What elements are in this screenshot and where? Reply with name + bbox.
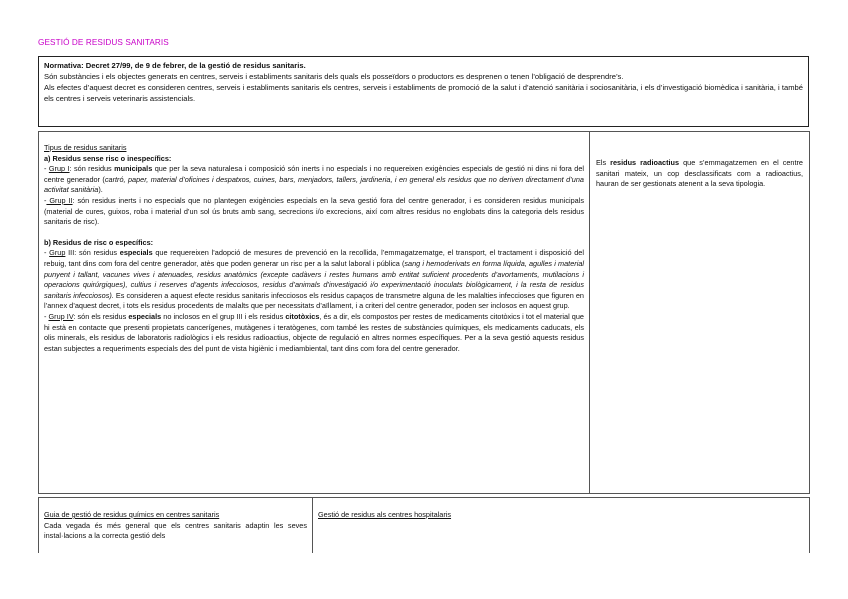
radioactius-bold: residus radioactius	[610, 158, 680, 167]
normativa-box	[38, 56, 809, 127]
normativa-definition: Són substàncies i els objectes generats en centres, serveis i establiments sanitaris dels quals els posseïdors o productors es desprenen o tenen l’obligació de desprendre’s.	[44, 72, 624, 81]
guia-text: Cada vegada és més general que els centres sanitaris adaptin les seves instal·lacions a la correcta gestió dels	[44, 520, 307, 541]
guia-heading: Guia de gestió de residus químics en centres sanitaris	[44, 510, 220, 519]
grup-4-text-3: , és a dir, els compostos per restes de medicaments citotòxics i tot el material que hi està en contacte que presenti propietats cancerígenes, mutàgenes i teratògenes, com també les restes de substàncies químiques, els medicaments caducats, els olis minerals, els residus de laboratoris radiològics i els residus radioactius, objecte de regulació en altres normes específiques. Per a la seva gestió aquests residus estan subjectes a requeriments especials des del punt de vista higiènic i mediambiental, tant dins com fora del centre generador.	[44, 311, 584, 353]
grup-4-bold-1: especials	[128, 311, 162, 321]
tipus-cell	[39, 132, 590, 493]
gestio-heading: Gestió de residus als centres hospitalaris	[318, 510, 452, 519]
grup-1-text: : són residus	[69, 164, 115, 174]
grup-3-number: III	[65, 248, 75, 258]
grup-4-label: Grup IV	[48, 311, 74, 321]
grup-3-paragraph: - Grup III: són residus especials que requereixen l’adopció de mesures de prevenció en la recollida, l’emmagatzematge, el transport, el tractament i disposició del rebuig, tant dins com fora del centre generador, atès que poden generar un risc per a la salut laboral i pública (sang i hemoderivats en forma líquida, agulles i material punyent i tallant, vacunes vives i atenuades, residus anatòmics (excepte cadàvers i restes humans amb entitat suficient procedents d’avortaments, mutilacions i operacions quirúrgiques), cultius i reserves d’agents infecciosos, residus d’animals d’investigació i/o experimentació inoculats biològicament, i la resta de residus sanitaris infecciosos). Es consideren a aquest efecte residus sanitaris infecciosos els residus capaços de transmetre alguna de les malalties infeccioses que figuren en l’annex d’aquest decret, i tots els residus procedents de malalts que per necessitats d’aïllament, i a criteri del centre generador, poden ser inclosos en aquest grup.	[44, 248, 585, 311]
grup-1-text-2: que per la seva naturalesa i composició són inerts i no especials i no requereixen exigències especials de gestió ni dins ni fora del centre generador (	[44, 164, 585, 184]
grup-1-paragraph: - Grup I: són residus municipals que per la seva naturalesa i composició són inerts i no especials i no requereixen exigències especials de gestió ni dins ni fora del centre generador (cartró, paper, material d’oficines i despatxos, cuines, bars, menjadors, tallers, jardineria, i en general els residus que no deriven directament d’una activitat sanitària).	[44, 164, 585, 195]
grup-1-text-3: ).	[98, 185, 103, 195]
gestio-cell	[313, 498, 809, 565]
radioactius-cell	[590, 132, 809, 493]
section-a-heading: a) Residus sense risc o inespecífics:	[44, 153, 172, 163]
tipus-table	[38, 131, 810, 494]
grup-2-text: : són residus inerts i no especials que no plantegen exigències especials en la seva gestió fora del centre generador, i es consideren residus municipals (material de cures, guixos, roba i material d’un sol ús bruts amb sang, secrecions i/o excrecions, així com altres residus no englobats dins la categoria dels residus sanitaris de risc).	[44, 195, 584, 227]
grup-3-text: : són residus	[74, 248, 120, 258]
grup-4-text-2: no inclosos en el grup III i els residus	[161, 311, 286, 321]
section-b-heading: b) Residus de risc o específics:	[44, 237, 154, 247]
guides-table	[38, 497, 810, 553]
radioactius-text-2: que s’emmagatzemen en el centre sanitari mateix, un cop desclassificats com a radioactius, hauran de ser gestionats atenent a la seva tipologia.	[596, 158, 803, 189]
normativa-scope: Als efectes d’aquest decret es consideren centres, serveis i establiments sanitaris els centres, serveis i establiments de promoció de la salut i d’atenció sanitària i sociosanitària, i els d’investigació biomèdica i sanitària, i també els centres i serveis veterinaris assistencials.	[44, 83, 803, 103]
grup-2-label: Grup II	[46, 195, 73, 205]
grup-3-label: Grup	[49, 248, 66, 258]
radioactius-text: Els	[596, 158, 611, 167]
grup-3-text-3: Es consideren a aquest efecte residus sanitaris infecciosos els residus capaços de transmetre alguna de les malalties infeccioses que figuren en l’annex d’aquest decret, i tots els residus procedents de malalts que per necessitats d’aïllament, i a criteri del centre generador, poden ser inclosos en aquest grup.	[44, 290, 584, 311]
grup-3-text-2: que requereixen l’adopció de mesures de prevenció en la recollida, l’emmagatzematge, el transport, el tractament i disposició del rebuig, tant dins com fora del centre generador, atès que poden generar un risc per a la salut laboral i pública (	[44, 248, 584, 268]
page-title: GESTIÓ DE RESIDUS SANITARIS	[38, 38, 169, 47]
grup-1-label: Grup I	[48, 164, 70, 174]
grup-4-bold-2: citotòxics	[285, 311, 320, 321]
grup-1-examples: cartró, paper, material d’oficines i despatxos, cuines, bars, menjadors, tallers, jardineria, i en general els residus que no deriven directament d’una activitat sanitària	[44, 174, 584, 195]
radioactius-paragraph	[596, 158, 803, 190]
grup-2-paragraph: - Grup II: són residus inerts i no especials que no plantegen exigències especials en la seva gestió fora del centre generador, i es consideren residus municipals (material de cures, guixos, roba i material d’un sol ús bruts amb sang, secrecions i/o excrecions, així com altres residus no englobats dins la categoria dels residus sanitaris de risc).	[44, 195, 584, 227]
normativa-heading: Normativa: Decret 27/99, de 9 de febrer, de la gestió de residus sanitaris.	[44, 61, 306, 70]
guia-cell	[39, 498, 313, 553]
grup-4-text: : són els residus	[73, 311, 129, 321]
grup-4-paragraph: - Grup IV: són els residus especials no inclosos en el grup III i els residus citotòxics, és a dir, els compostos per restes de medicaments citotòxics i tot el material que hi està en contacte que presenti propietats cancerígenes, mutàgenes i teratògenes, com també les restes de substàncies químiques, els medicaments caducats, els olis minerals, els residus de laboratoris radiològics i els residus radioactius, objecte de regulació en altres normes específiques. Per a la seva gestió aquests residus estan subjectes a requeriments especials des del punt de vista higiènic i mediambiental, tant dins com fora del centre generador.	[44, 311, 584, 353]
grup-3-examples: sang i hemoderivats en forma líquida, agulles i material punyent i tallant, vacunes vives i atenuades, residus anatòmics (excepte cadàvers i restes humans amb entitat suficient procedents d’avortaments, mutilacions i operacions quirúrgiques), cultius i reserves d’agents infecciosos, residus d’animals d’investigació i/o experimentació inoculats biològicament, i la resta de residus sanitaris infecciosos).	[44, 258, 585, 300]
grup-1-bold: municipals	[114, 164, 153, 174]
grup-3-bold: especials	[119, 248, 153, 258]
tipus-heading: Tipus de residus sanitaris	[44, 143, 127, 152]
